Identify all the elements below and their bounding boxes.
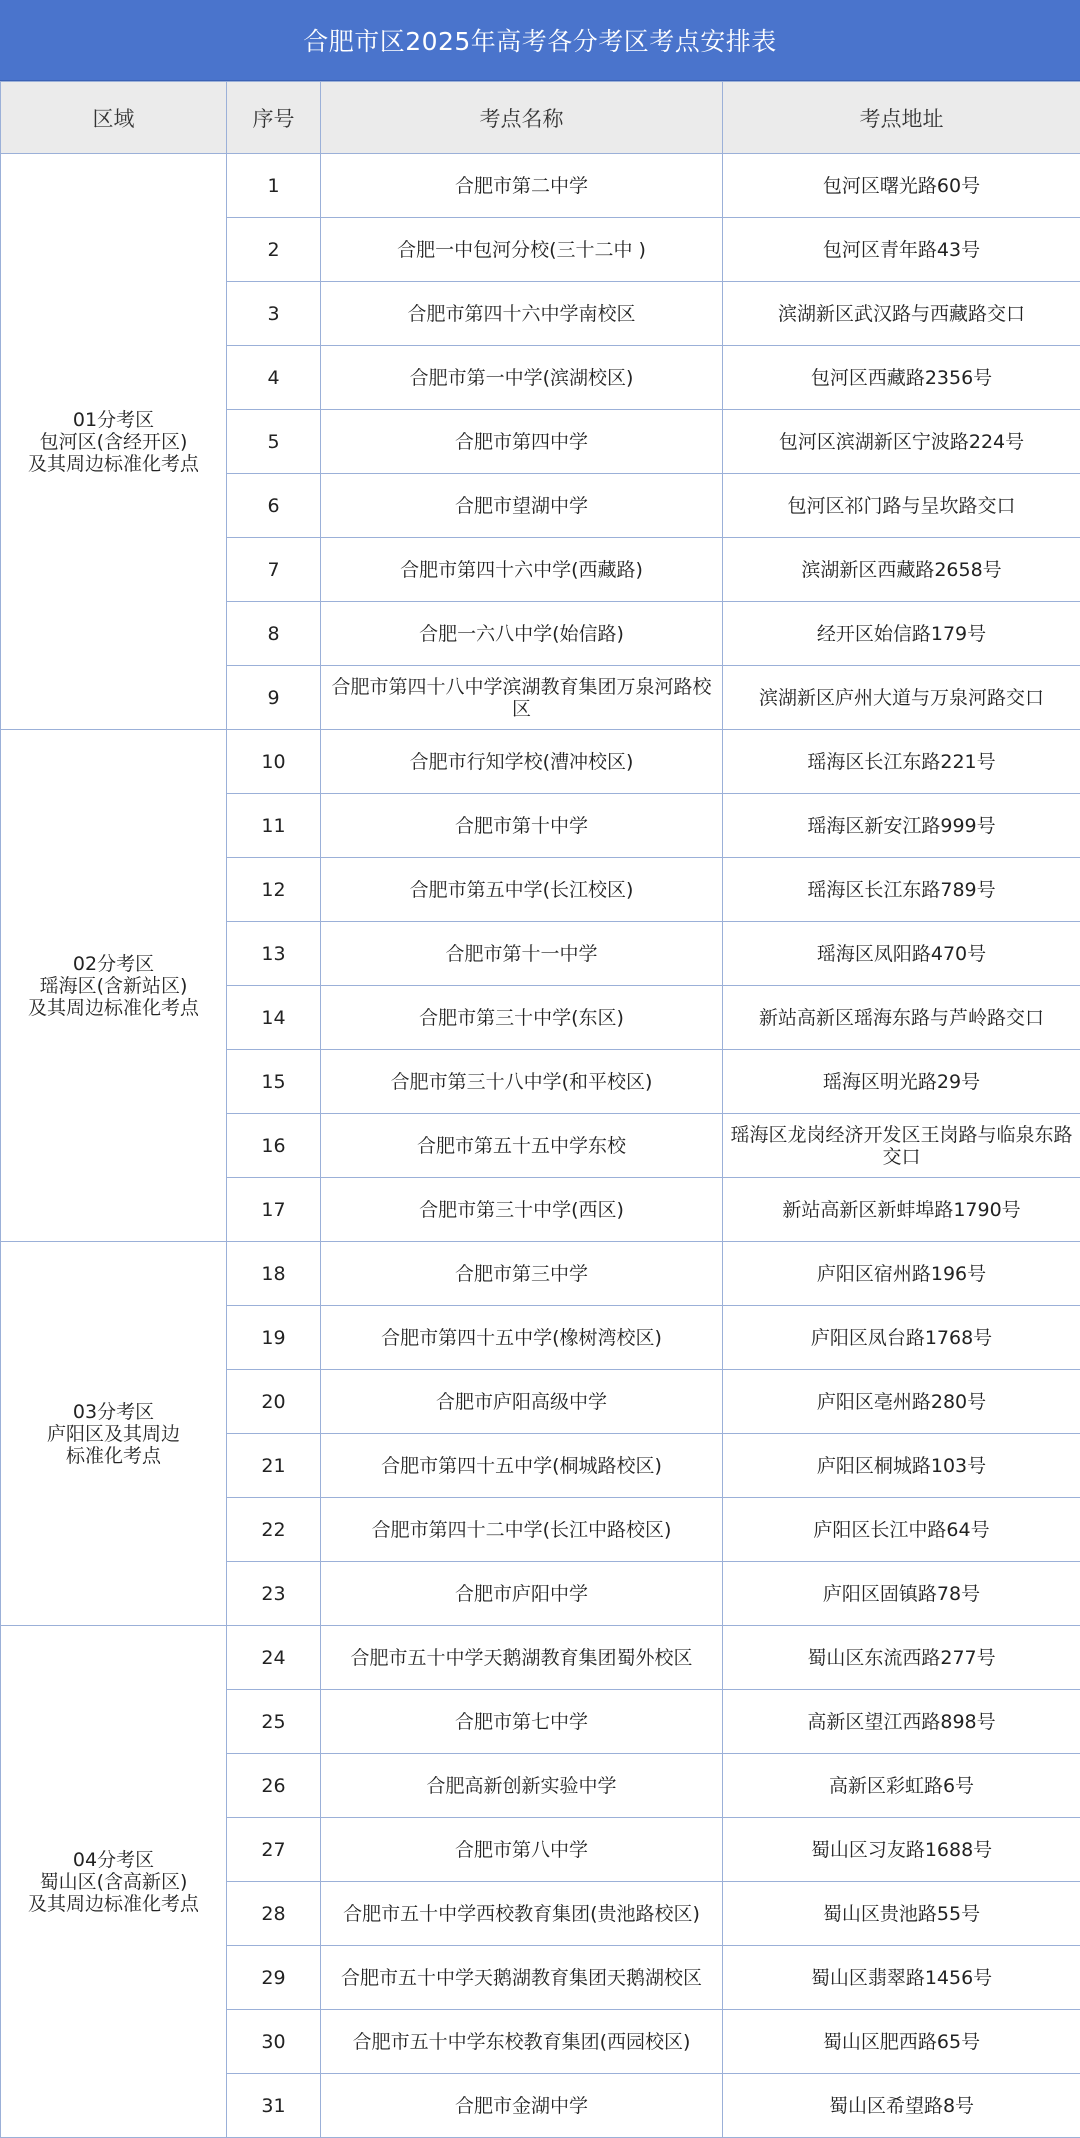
site-name-cell: 合肥市第三十八中学(和平校区): [321, 1050, 723, 1114]
site-name-cell: 合肥市第四十五中学(桐城路校区): [321, 1434, 723, 1498]
site-name-cell: 合肥市行知学校(漕冲校区): [321, 730, 723, 794]
region-line: 04分考区: [72, 1848, 155, 1871]
seq-cell: 18: [227, 1242, 321, 1306]
site-address-cell: 蜀山区希望路8号: [723, 2074, 1080, 2138]
site-address-cell: 蜀山区翡翠路1456号: [723, 1946, 1080, 2010]
site-name-cell: 合肥一六八中学(始信路): [321, 602, 723, 666]
site-name-cell: 合肥市第四十六中学南校区: [321, 282, 723, 346]
site-address-cell: 高新区彩虹路6号: [723, 1754, 1080, 1818]
seq-cell: 21: [227, 1434, 321, 1498]
seq-cell: 14: [227, 986, 321, 1050]
site-address-cell: 瑶海区长江东路789号: [723, 858, 1080, 922]
site-name-cell: 合肥市第三中学: [321, 1242, 723, 1306]
seq-cell: 27: [227, 1818, 321, 1882]
region-cell: [1, 730, 227, 1242]
site-address-cell: 庐阳区亳州路280号: [723, 1370, 1080, 1434]
site-name-cell: 合肥一中包河分校(三十二中 ): [321, 218, 723, 282]
site-address-cell: 高新区望江西路898号: [723, 1690, 1080, 1754]
site-name-cell: 合肥市庐阳中学: [321, 1562, 723, 1626]
table-row: [1, 730, 1080, 794]
region-line: 及其周边标准化考点: [27, 996, 199, 1019]
site-address-cell: 包河区西藏路2356号: [723, 346, 1080, 410]
site-name-cell: 合肥市庐阳高级中学: [321, 1370, 723, 1434]
region-line: 标准化考点: [65, 1444, 161, 1467]
site-address-cell: 庐阳区凤台路1768号: [723, 1306, 1080, 1370]
seq-cell: 19: [227, 1306, 321, 1370]
site-name-cell: 合肥市第一中学(滨湖校区): [321, 346, 723, 410]
seq-cell: 12: [227, 858, 321, 922]
site-name-cell: 合肥市第四十八中学滨湖教育集团万泉河路校区: [321, 666, 723, 730]
site-address-cell: 包河区曙光路60号: [723, 154, 1080, 218]
site-name-cell: 合肥市第十中学: [321, 794, 723, 858]
header-name: 考点名称: [321, 82, 723, 154]
seq-cell: 3: [227, 282, 321, 346]
table-row: [1, 1626, 1080, 1690]
site-address-cell: 蜀山区习友路1688号: [723, 1818, 1080, 1882]
seq-cell: 11: [227, 794, 321, 858]
header-region: 区域: [1, 82, 227, 154]
site-name-cell: 合肥市望湖中学: [321, 474, 723, 538]
site-name-cell: 合肥市第三十中学(西区): [321, 1178, 723, 1242]
site-address-cell: 新站高新区瑶海东路与芦岭路交口: [723, 986, 1080, 1050]
seq-cell: 20: [227, 1370, 321, 1434]
header-seq: 序号: [227, 82, 321, 154]
site-name-cell: 合肥市第十一中学: [321, 922, 723, 986]
region-line: 01分考区: [72, 408, 155, 431]
seq-cell: 16: [227, 1114, 321, 1178]
seq-cell: 4: [227, 346, 321, 410]
seq-cell: 2: [227, 218, 321, 282]
site-address-cell: 瑶海区明光路29号: [723, 1050, 1080, 1114]
seq-cell: 22: [227, 1498, 321, 1562]
seq-cell: 29: [227, 1946, 321, 2010]
site-address-cell: 瑶海区凤阳路470号: [723, 922, 1080, 986]
site-address-cell: 瑶海区新安江路999号: [723, 794, 1080, 858]
site-address-cell: 庐阳区桐城路103号: [723, 1434, 1080, 1498]
site-address-cell: 庐阳区固镇路78号: [723, 1562, 1080, 1626]
site-name-cell: 合肥市五十中学东校教育集团(西园校区): [321, 2010, 723, 2074]
page-title: 合肥市区2025年高考各分考区考点安排表: [0, 0, 1080, 81]
header-address: 考点地址: [723, 82, 1080, 154]
site-name-cell: 合肥市第二中学: [321, 154, 723, 218]
site-address-cell: 经开区始信路179号: [723, 602, 1080, 666]
seq-cell: 15: [227, 1050, 321, 1114]
region-cell: [1, 154, 227, 730]
seq-cell: 26: [227, 1754, 321, 1818]
site-address-cell: 包河区祁门路与呈坎路交口: [723, 474, 1080, 538]
site-name-cell: 合肥市第五中学(长江校区): [321, 858, 723, 922]
seq-cell: 24: [227, 1626, 321, 1690]
seq-cell: 28: [227, 1882, 321, 1946]
seq-cell: 23: [227, 1562, 321, 1626]
table-body: [1, 154, 1080, 2138]
site-address-cell: 庐阳区长江中路64号: [723, 1498, 1080, 1562]
seq-cell: 6: [227, 474, 321, 538]
site-name-cell: 合肥市金湖中学: [321, 2074, 723, 2138]
region-line: 02分考区: [72, 952, 155, 975]
site-name-cell: 合肥市第八中学: [321, 1818, 723, 1882]
site-address-cell: 瑶海区龙岗经济开发区王岗路与临泉东路交口: [723, 1114, 1080, 1178]
table-header-row: [1, 82, 1080, 154]
site-name-cell: 合肥市第三十中学(东区): [321, 986, 723, 1050]
region-line: 瑶海区(含新站区): [39, 974, 188, 997]
region-cell: [1, 1242, 227, 1626]
seq-cell: 30: [227, 2010, 321, 2074]
seq-cell: 7: [227, 538, 321, 602]
site-address-cell: 包河区青年路43号: [723, 218, 1080, 282]
seq-cell: 13: [227, 922, 321, 986]
site-address-cell: 蜀山区贵池路55号: [723, 1882, 1080, 1946]
site-name-cell: 合肥市第五十五中学东校: [321, 1114, 723, 1178]
site-name-cell: 合肥市第四中学: [321, 410, 723, 474]
region-line: 03分考区: [72, 1400, 155, 1423]
seq-cell: 25: [227, 1690, 321, 1754]
seq-cell: 31: [227, 2074, 321, 2138]
site-name-cell: 合肥市第七中学: [321, 1690, 723, 1754]
site-address-cell: 蜀山区肥西路65号: [723, 2010, 1080, 2074]
seq-cell: 1: [227, 154, 321, 218]
site-address-cell: 新站高新区新蚌埠路1790号: [723, 1178, 1080, 1242]
region-line: 包河区(含经开区): [39, 430, 188, 453]
site-address-cell: 滨湖新区武汉路与西藏路交口: [723, 282, 1080, 346]
region-line: 蜀山区(含高新区): [39, 1870, 188, 1893]
seq-cell: 5: [227, 410, 321, 474]
region-cell: [1, 1626, 227, 2138]
site-address-cell: 庐阳区宿州路196号: [723, 1242, 1080, 1306]
site-name-cell: 合肥市第四十六中学(西藏路): [321, 538, 723, 602]
site-address-cell: 滨湖新区西藏路2658号: [723, 538, 1080, 602]
site-address-cell: 包河区滨湖新区宁波路224号: [723, 410, 1080, 474]
site-address-cell: 蜀山区东流西路277号: [723, 1626, 1080, 1690]
seq-cell: 10: [227, 730, 321, 794]
region-line: 及其周边标准化考点: [27, 452, 199, 475]
site-name-cell: 合肥市五十中学天鹅湖教育集团蜀外校区: [321, 1626, 723, 1690]
table-row: [1, 154, 1080, 218]
site-name-cell: 合肥市五十中学天鹅湖教育集团天鹅湖校区: [321, 1946, 723, 2010]
site-address-cell: 滨湖新区庐州大道与万泉河路交口: [723, 666, 1080, 730]
seq-cell: 9: [227, 666, 321, 730]
site-name-cell: 合肥市第四十五中学(橡树湾校区): [321, 1306, 723, 1370]
seq-cell: 8: [227, 602, 321, 666]
region-line: 及其周边标准化考点: [27, 1892, 199, 1915]
region-line: 庐阳区及其周边: [46, 1422, 180, 1445]
seq-cell: 17: [227, 1178, 321, 1242]
site-name-cell: 合肥高新创新实验中学: [321, 1754, 723, 1818]
exam-site-table: [0, 81, 1080, 2138]
table-row: [1, 1242, 1080, 1306]
site-name-cell: 合肥市五十中学西校教育集团(贵池路校区): [321, 1882, 723, 1946]
site-address-cell: 瑶海区长江东路221号: [723, 730, 1080, 794]
site-name-cell: 合肥市第四十二中学(长江中路校区): [321, 1498, 723, 1562]
